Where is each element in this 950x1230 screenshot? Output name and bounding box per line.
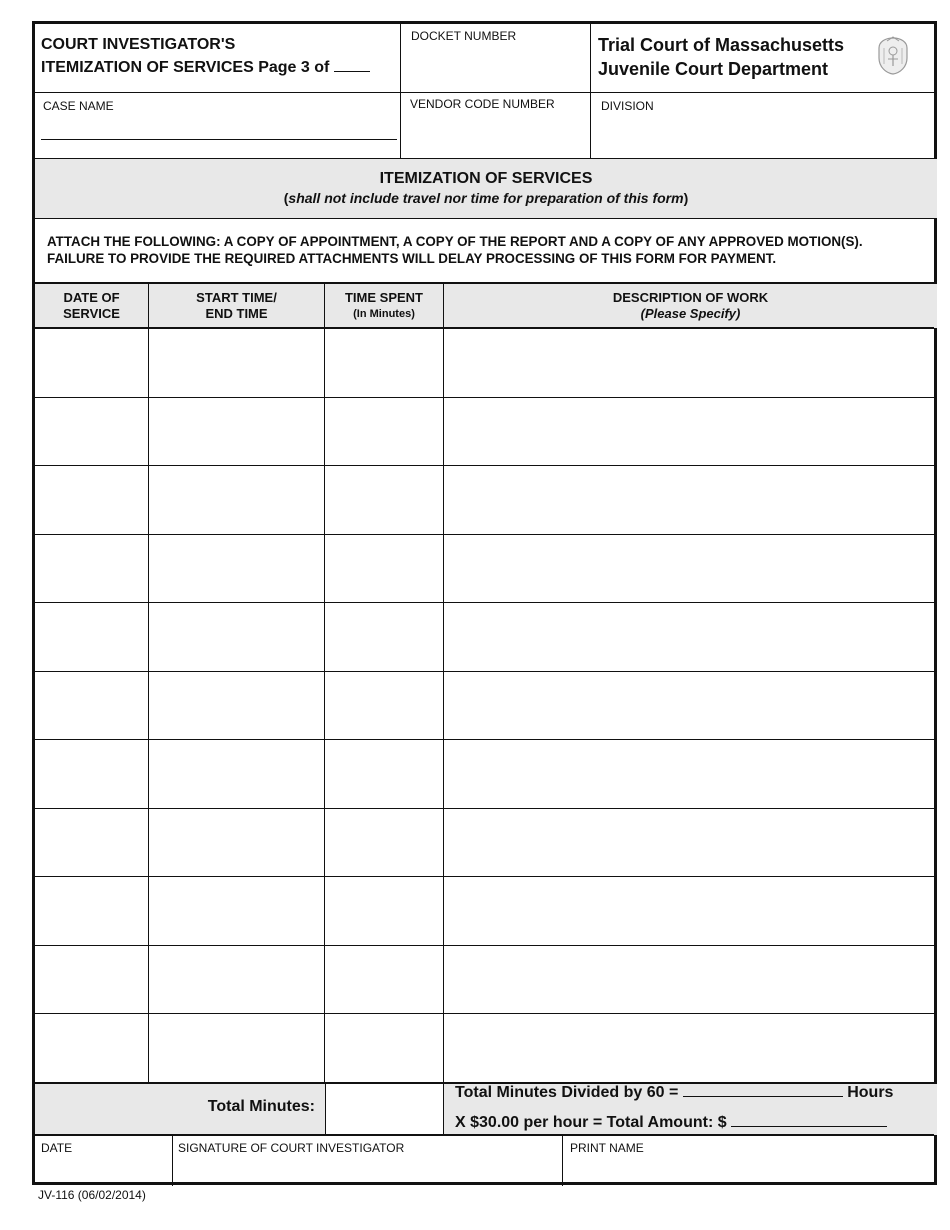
division-label: DIVISION [601, 99, 654, 113]
description-cell[interactable] [444, 329, 937, 396]
col-spent-header: TIME SPENT (In Minutes) [344, 290, 423, 320]
description-cell[interactable] [444, 603, 937, 670]
time-spent-cell[interactable] [325, 329, 443, 396]
print-name-field[interactable] [566, 1156, 934, 1184]
start-end-time-cell[interactable] [149, 1014, 324, 1081]
divider [443, 284, 444, 1134]
itemization-heading: ITEMIZATION OF SERVICES [379, 170, 593, 187]
divider [35, 92, 934, 93]
start-end-time-cell[interactable] [149, 672, 324, 739]
date-of-service-cell[interactable] [35, 740, 148, 807]
court-line1: Trial Court of Massachusetts [598, 35, 845, 55]
date-of-service-cell[interactable] [35, 809, 148, 876]
start-end-time-cell[interactable] [149, 740, 324, 807]
time-spent-cell[interactable] [325, 946, 443, 1013]
date-of-service-cell[interactable] [35, 398, 148, 465]
docket-number-field[interactable] [405, 44, 585, 90]
date-of-service-cell[interactable] [35, 946, 148, 1013]
divider [324, 284, 325, 1084]
start-end-time-cell[interactable] [149, 535, 324, 602]
total-amount-field[interactable] [731, 1113, 887, 1127]
court-investigator-form [32, 21, 937, 1185]
time-spent-cell[interactable] [325, 877, 443, 944]
court-name [598, 33, 844, 81]
start-end-time-cell[interactable] [149, 877, 324, 944]
divider [35, 218, 934, 219]
itemization-subheading: (shall not include travel nor time for preparation of this form) [283, 190, 689, 206]
date-of-service-cell[interactable] [35, 1014, 148, 1081]
description-cell[interactable] [444, 398, 937, 465]
attachment-notice [47, 233, 932, 267]
date-of-service-cell[interactable] [35, 672, 148, 739]
col-date-header: DATE OF SERVICE [63, 290, 120, 321]
time-spent-cell[interactable] [325, 1014, 443, 1081]
division-field[interactable] [597, 114, 927, 154]
hours-calculation: Total Minutes Divided by 60 = Hours [455, 1084, 894, 1101]
time-spent-cell[interactable] [325, 398, 443, 465]
date-of-service-cell[interactable] [35, 466, 148, 533]
amount-calculation: X $30.00 per hour = Total Amount: $ [455, 1113, 887, 1132]
signature-label: SIGNATURE OF COURT INVESTIGATOR [178, 1141, 405, 1155]
form-title-line2: ITEMIZATION OF SERVICES Page 3 of [41, 59, 330, 76]
divider [172, 1136, 173, 1186]
docket-number-label: DOCKET NUMBER [411, 29, 517, 43]
time-spent-cell[interactable] [325, 603, 443, 670]
divider [35, 1134, 934, 1136]
total-minutes-label: Total Minutes: [207, 1098, 315, 1115]
description-cell[interactable] [444, 1014, 937, 1081]
col-desc-header: DESCRIPTION OF WORK (Please Specify) [612, 290, 769, 321]
start-end-time-cell[interactable] [149, 466, 324, 533]
divider [562, 1136, 563, 1186]
divider [325, 1084, 326, 1135]
vendor-code-field[interactable] [405, 112, 585, 154]
page-total-field[interactable] [334, 58, 370, 72]
case-name-field[interactable] [41, 116, 397, 140]
form-id: JV-116 (06/02/2014) [38, 1188, 146, 1202]
date-field[interactable] [39, 1156, 169, 1184]
start-end-time-cell[interactable] [149, 946, 324, 1013]
divider [590, 24, 591, 158]
description-cell[interactable] [444, 877, 937, 944]
itemization-band [35, 159, 937, 218]
date-label: DATE [41, 1141, 73, 1155]
date-of-service-cell[interactable] [35, 877, 148, 944]
description-cell[interactable] [444, 466, 937, 533]
massachusetts-seal-icon [875, 36, 911, 76]
time-spent-cell[interactable] [325, 740, 443, 807]
description-cell[interactable] [444, 535, 937, 602]
date-of-service-cell[interactable] [35, 535, 148, 602]
divider [148, 284, 149, 1084]
col-time-header: START TIME/ END TIME [196, 290, 277, 321]
hours-field[interactable] [683, 1083, 843, 1097]
start-end-time-cell[interactable] [149, 603, 324, 670]
date-of-service-cell[interactable] [35, 329, 148, 396]
time-spent-cell[interactable] [325, 672, 443, 739]
start-end-time-cell[interactable] [149, 809, 324, 876]
description-cell[interactable] [444, 672, 937, 739]
print-name-label: PRINT NAME [570, 1141, 644, 1155]
vendor-code-label: VENDOR CODE NUMBER [410, 97, 555, 111]
time-spent-cell[interactable] [325, 466, 443, 533]
form-title-line1: COURT INVESTIGATOR'S [41, 36, 236, 53]
start-end-time-cell[interactable] [149, 398, 324, 465]
description-cell[interactable] [444, 946, 937, 1013]
date-of-service-cell[interactable] [35, 603, 148, 670]
signature-field[interactable] [176, 1156, 558, 1184]
form-title [41, 33, 401, 79]
description-cell[interactable] [444, 809, 937, 876]
court-line2: Juvenile Court Department [598, 59, 829, 79]
description-cell[interactable] [444, 740, 937, 807]
total-minutes-field[interactable] [327, 1086, 441, 1133]
case-name-label: CASE NAME [43, 99, 114, 113]
divider [400, 24, 401, 158]
time-spent-cell[interactable] [325, 809, 443, 876]
notice-line1: ATTACH THE FOLLOWING: A COPY OF APPOINTMENT, A COPY OF THE REPORT AND A COPY OF ANY APPROVED MOTION(S). [47, 234, 863, 249]
notice-line2: FAILURE TO PROVIDE THE REQUIRED ATTACHMENTS WILL DELAY PROCESSING OF THIS FORM FOR PAYMENT. [47, 251, 777, 266]
time-spent-cell[interactable] [325, 535, 443, 602]
start-end-time-cell[interactable] [149, 329, 324, 396]
